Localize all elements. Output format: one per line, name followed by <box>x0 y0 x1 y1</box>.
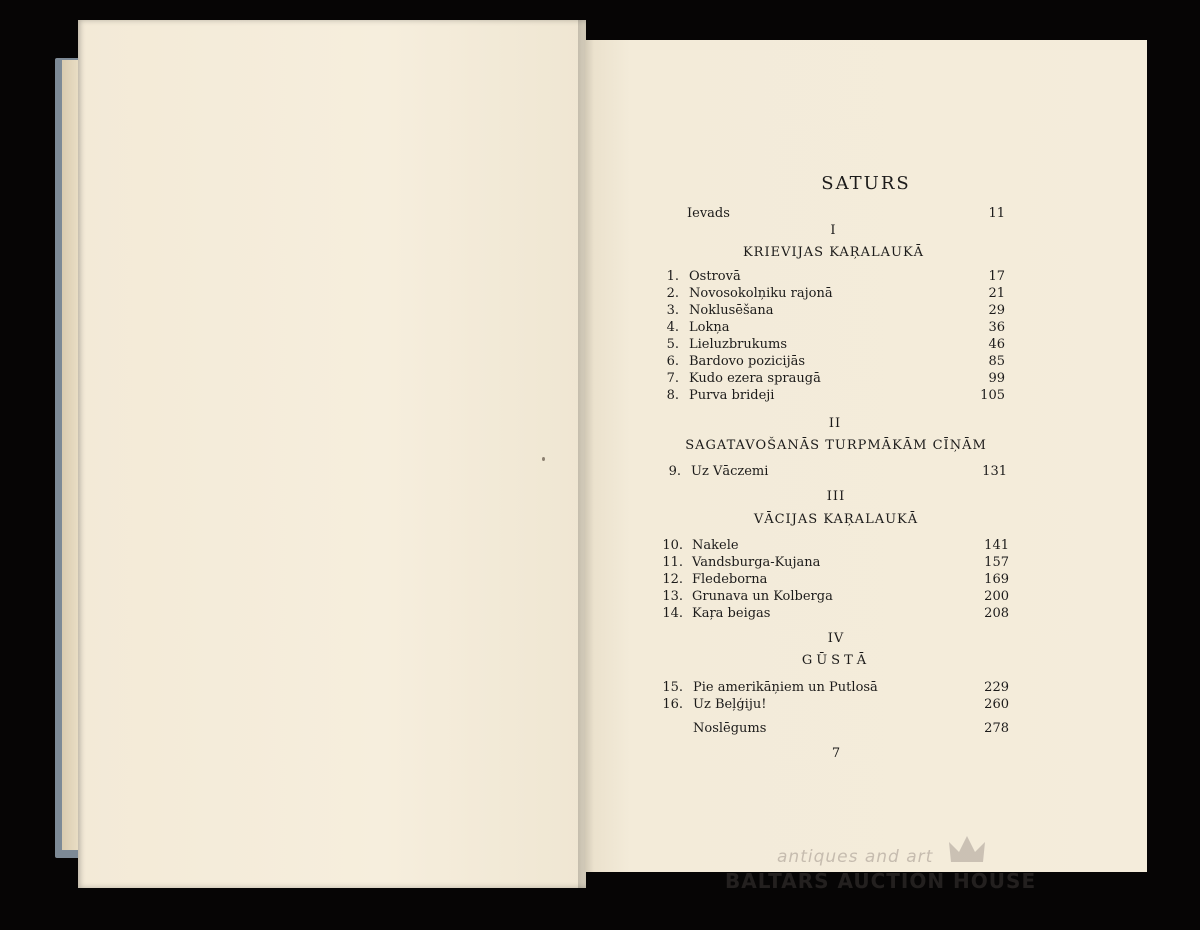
entry-label: Kaŗa beigas <box>692 606 771 621</box>
entry-page: 11 <box>988 206 1005 221</box>
entry-number: 12. <box>662 572 683 587</box>
left-blank-page <box>78 20 586 888</box>
entry-label: Nakele <box>692 538 739 553</box>
entry-number: 5. <box>666 337 679 352</box>
toc-entry <box>585 679 1147 696</box>
spine-shadow <box>578 20 594 888</box>
entry-page: 141 <box>984 538 1009 553</box>
entry-page: 131 <box>982 464 1007 479</box>
watermark-tagline: antiques and art <box>777 847 934 867</box>
part-numeral-4: IV <box>827 631 845 646</box>
entry-number: 3. <box>666 303 679 318</box>
toc-entry <box>585 588 1147 605</box>
entry-number: 14. <box>662 606 683 621</box>
paper-speck <box>542 457 545 461</box>
entry-label: Novosokolņiku rajonā <box>689 286 833 301</box>
entry-page: 157 <box>984 555 1009 570</box>
entry-page: 208 <box>984 606 1009 621</box>
entry-label: Ostrovā <box>689 269 741 284</box>
entry-label: Noslēgums <box>693 721 767 736</box>
entry-page: 278 <box>984 721 1009 736</box>
toc-entry <box>585 571 1147 588</box>
entry-page: 85 <box>988 354 1005 369</box>
part-heading-4: GŪSTĀ <box>801 653 871 668</box>
entry-number: 7. <box>666 371 679 386</box>
toc-title: SATURS <box>821 173 911 194</box>
entry-label: Lieluzbrukums <box>689 337 788 352</box>
table-of-contents <box>585 40 1147 872</box>
part-heading-2: SAGATAVOŠANĀS TURPMĀKĀM CĪŅĀM <box>685 438 987 453</box>
entry-label: Uz Beļģiju! <box>693 697 767 712</box>
entry-number: 6. <box>666 354 679 369</box>
part-heading-3: VĀCIJAS KAŖALAUKĀ <box>753 512 919 527</box>
entry-label: Kudo ezera spraugā <box>689 371 821 386</box>
entry-page: 105 <box>980 388 1005 403</box>
entry-label: Lokņa <box>689 320 730 335</box>
toc-entry-closing <box>585 720 1147 737</box>
entry-label: Ievads <box>687 206 730 221</box>
part-numeral-2: II <box>828 416 842 431</box>
entry-label: Grunava un Kolberga <box>692 589 833 604</box>
part-numeral-3: III <box>826 489 846 504</box>
toc-entry <box>585 353 1147 370</box>
entry-page: 36 <box>988 320 1005 335</box>
toc-entry <box>585 537 1147 554</box>
entry-page: 99 <box>988 371 1005 386</box>
toc-entry <box>585 370 1147 387</box>
entry-page: 21 <box>988 286 1005 301</box>
entry-page: 200 <box>984 589 1009 604</box>
entry-number: 2. <box>666 286 679 301</box>
entry-number: 1. <box>666 269 679 284</box>
entry-page: 17 <box>988 269 1005 284</box>
page-number: 7 <box>831 746 841 761</box>
toc-entry-intro <box>585 205 1147 222</box>
entry-label: Noklusēšana <box>689 303 774 318</box>
entry-page: 229 <box>984 680 1009 695</box>
auction-watermark <box>725 842 1125 902</box>
entry-page: 29 <box>988 303 1005 318</box>
entry-label: Pie amerikāņiem un Putlosā <box>693 680 878 695</box>
toc-entry <box>585 463 1147 480</box>
entry-label: Fledeborna <box>692 572 768 587</box>
entry-label: Bardovo pozicijās <box>689 354 806 369</box>
entry-page: 169 <box>984 572 1009 587</box>
crown-icon <box>947 832 987 868</box>
entry-label: Purva brideji <box>689 388 775 403</box>
entry-number: 16. <box>662 697 683 712</box>
entry-label: Vandsburga-Kujana <box>692 555 821 570</box>
toc-entry <box>585 268 1147 285</box>
entry-number: 15. <box>662 680 683 695</box>
entry-number: 8. <box>666 388 679 403</box>
entry-number: 4. <box>666 320 679 335</box>
toc-entry <box>585 319 1147 336</box>
toc-entry <box>585 336 1147 353</box>
entry-page: 46 <box>988 337 1005 352</box>
toc-entry <box>585 302 1147 319</box>
entry-number: 10. <box>662 538 683 553</box>
entry-page: 260 <box>984 697 1009 712</box>
entry-number: 11. <box>662 555 683 570</box>
toc-entry <box>585 554 1147 571</box>
toc-entry <box>585 605 1147 622</box>
toc-entry <box>585 696 1147 713</box>
right-contents-page <box>585 40 1147 872</box>
entry-number: 13. <box>662 589 683 604</box>
watermark-house-name: BALTARS AUCTION HOUSE <box>725 869 1037 893</box>
toc-entry <box>585 387 1147 404</box>
entry-number: 9. <box>668 464 681 479</box>
part-numeral-1: I <box>830 223 837 238</box>
entry-label: Uz Vāczemi <box>691 464 769 479</box>
toc-entry <box>585 285 1147 302</box>
part-heading-1: KRIEVIJAS KAŖALAUKĀ <box>742 245 925 260</box>
